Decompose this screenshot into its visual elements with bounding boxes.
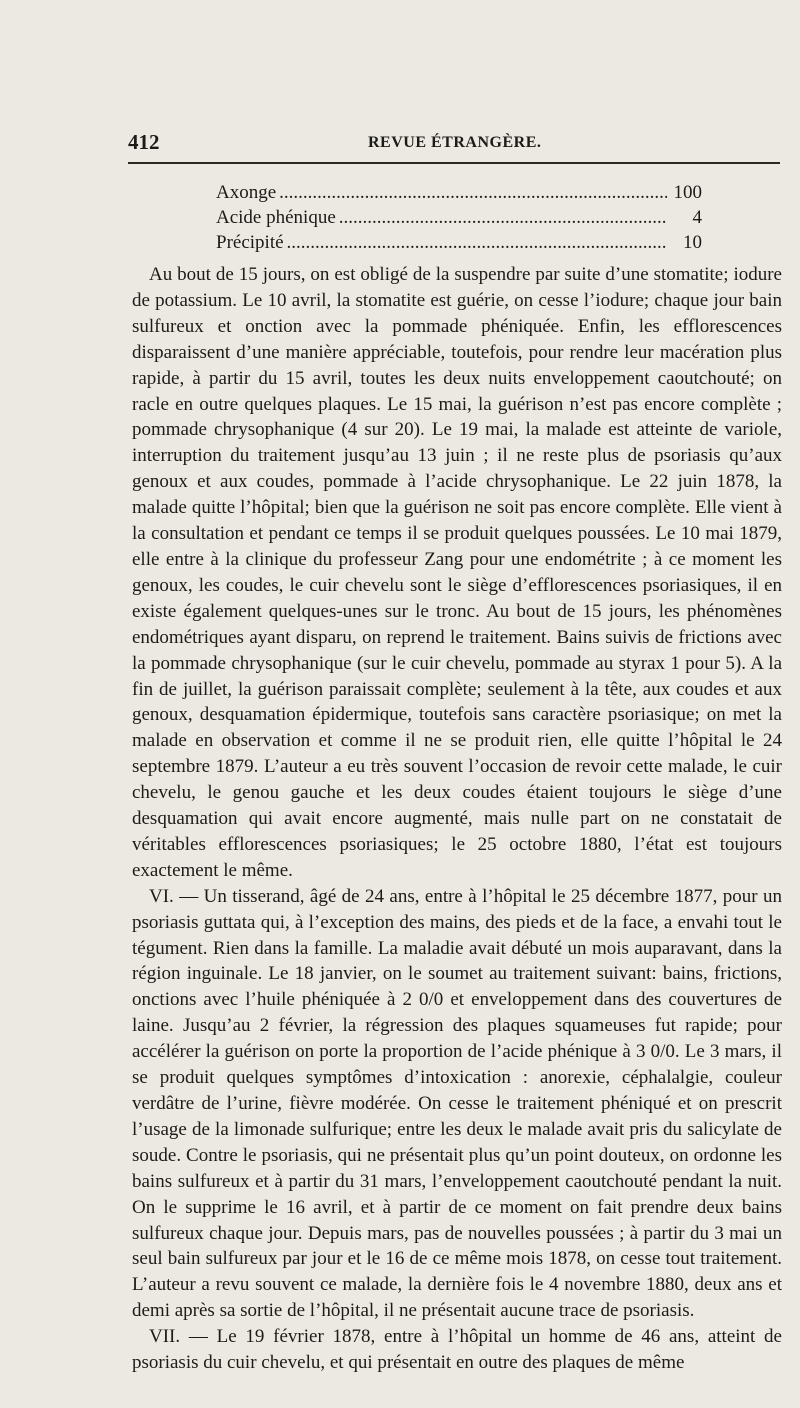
recipe-ingredient: Axonge <box>216 182 277 203</box>
recipe-ingredient: Acide phénique <box>216 207 336 228</box>
paragraph-case-vi: VI. — Un tisserand, âgé de 24 ans, entre à l’hôpital le 25 décembre 1877, pour un psoriasis guttata qui, à l’exception des mains, des pieds et de la face, a envahi tout le tégument. Rien dans la famille. La maladie avait débuté un mois auparavant, dans la région inguinale. Le 18 janvier, on le soumet au traitement suivant: bains, frictions, onctions avec l’huile phéniquée à 2 0/0 et enveloppement dans des couvertures de laine. Jusqu’au 2 février, la régression des plaques squameuses fut rapide; pour accélérer la guérison on porte la proportion de l’acide phénique à 3 0/0. Le 3 mars, il se produit quelques symptômes d’intoxication : anorexie, céphalalgie, couleur verdâtre de l’urine, fièvre modérée. On cesse le traitement phéniqué et on prescrit l’usage de la limonade sulfurique; entre les deux le malade avait pris du salicylate de soude. Contre le psoriasis, qui ne présentait plus qu’un point douteux, on ordonne les bains sulfureux et à partir du 31 mars, l’enveloppement caoutchouté pendant la nuit. On le supprime le 16 avril, et à partir de ce moment on fait prendre deux bains sulfureux chaque jour. Depuis mars, pas de nouvelles poussées ; à partir du 3 mai un seul bain sulfureux par jour et le 16 de ce même mois 1878, on cesse tout traitement. L’auteur a revu souvent ce malade, la dernière fois le 4 novembre 1880, deux ans et demi après sa sortie de l’hôpital, il ne présentait aucune trace de psoriasis. <box>132 885 782 1322</box>
recipe-item <box>216 180 702 205</box>
page-number: 412 <box>128 130 160 154</box>
recipe-ingredient: Précipité <box>216 232 284 253</box>
paragraph: Au bout de 15 jours, on est obligé de la suspendre par suite d’une stomatite; iodure de potassium. Le 10 avril, la stomatite est guérie, on cesse l’iodure; chaque jour bain sulfureux et onction avec la pommade phéniquée. Enfin, les efflorescences disparaissent d’une manière appréciable, toutefois, pour rendre leur macération plus rapide, à partir du 15 avril, toutes les deux nuits enveloppement caoutchouté; on racle en outre quelques plaques. Le 15 mai, la guérison n’est pas encore complète ; pommade chrysophanique (4 sur 20). Le 19 mai, la malade est atteinte de variole, interruption du traitement jusqu’au 13 juin ; il ne reste plus de psoriasis qu’aux genoux et aux coudes, pommade à l’acide chrysophanique. Le 22 juin 1878, la malade quitte l’hôpital; bien que la guérison ne soit pas encore complète. Elle vient à la consultation et pendant ce temps il se produit quelques poussées. Le 10 mai 1879, elle entre à la clinique du professeur Zang pour une endométrite ; à ce moment les genoux, les coudes, le cuir chevelu sont le siège d’efflorescences psoriasiques, il en existe également quelques-unes sur le tronc. Au bout de 15 jours, les phénomènes endométriques ayant disparu, on reprend le traitement. Bains suivis de frictions avec la pommade chrysophanique (sur le cuir chevelu, pommade au styrax 1 pour 5). A la fin de juillet, la guérison paraissait complète; seulement à la tête, aux coudes et aux genoux, desquamation épidermique, toutefois sans caractère psoriasique; on met la malade en observation et comme il ne se produit rien, elle quitte l’hôpital le 24 septembre 1879. L’auteur a eu très souvent l’occasion de revoir cette malade, le cuir chevelu, le genou gauche et les deux coudes étaient toujours le siège d’une desquamation qui avait encore augmenté, mais nulle part on ne constatait de véritables efflorescences psoriasiques; le 25 octobre 1880, l’état est toujours exactement le même. <box>132 264 782 881</box>
page-header <box>128 130 780 158</box>
running-head: REVUE ÉTRANGÈRE. <box>368 134 542 151</box>
recipe-quantity: 10 <box>683 232 702 253</box>
recipe-quantity: 100 <box>673 182 702 203</box>
recipe-item <box>216 230 702 255</box>
paragraph-case-vii: VII. — Le 19 février 1878, entre à l’hôpital un homme de 46 ans, atteint de psoriasis du cuir chevelu, et qui présentait en outre des plaques de même <box>132 1326 782 1374</box>
leader-dots <box>339 205 667 230</box>
recipe-list <box>216 180 702 255</box>
leader-dots <box>287 230 667 255</box>
recipe-quantity: 4 <box>692 207 702 228</box>
leader-dots <box>279 180 667 205</box>
header-rule <box>128 162 780 164</box>
body-text <box>132 262 782 1376</box>
recipe-item <box>216 205 702 230</box>
